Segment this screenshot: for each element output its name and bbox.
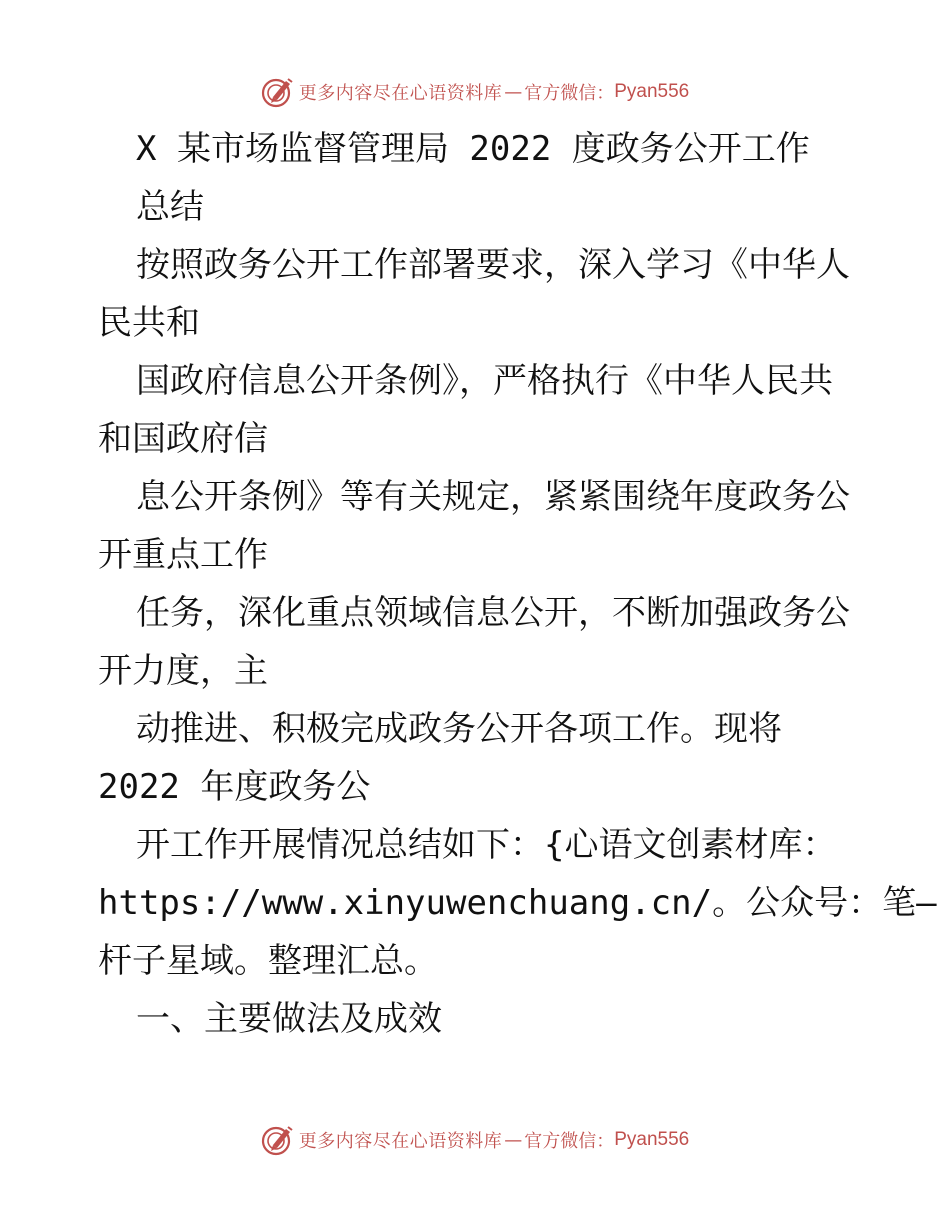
banner-wechat-label: 官方微信： [524,1131,615,1152]
doc-paragraph-line: 杆子星域。整理汇总。 [98,941,438,981]
banner-text: 更多内容尽在心语资料库 [298,83,503,104]
doc-paragraph-line: 任务，深化重点领域信息公开，不断加强政务公 [136,593,850,633]
doc-title-line-1: X 某市场监督管理局 2022 度政务公开工作 [136,129,810,169]
doc-paragraph-line: 开工作开展情况总结如下：{心语文创素材库： [136,825,837,865]
doc-paragraph-line: 开力度，主 [98,651,268,691]
banner-text: 更多内容尽在心语资料库 [298,1131,503,1152]
doc-title-line-2: 总结 [136,187,204,227]
doc-url-line: https://www.xinyuwenchuang.cn/。公众号：笔— [98,883,937,923]
fountain-pen-logo-icon [261,75,295,109]
fountain-pen-logo-icon [261,1123,295,1157]
doc-paragraph-line: 民共和 [98,303,200,343]
doc-paragraph-line: 国政府信息公开条例》，严格执行《中华人民共 [136,361,833,401]
doc-section-heading: 一、主要做法及成效 [136,999,442,1039]
doc-paragraph-line: 动推进、积极完成政务公开各项工作。现将 [136,709,782,749]
footer-banner[interactable] [0,1120,950,1160]
doc-paragraph-line: 开重点工作 [98,535,268,575]
header-banner[interactable] [0,72,950,112]
banner-separator: — [504,81,523,103]
document-body [98,120,937,1048]
doc-paragraph-line: 按照政务公开工作部署要求，深入学习《中华人 [136,245,850,285]
doc-paragraph-line: 和国政府信 [98,419,268,459]
banner-wechat-label: 官方微信： [524,83,615,104]
doc-paragraph-line: 2022 年度政务公 [98,767,371,807]
banner-separator: — [504,1129,523,1151]
banner-wechat-id: Pyan556 [614,1129,690,1150]
banner-wechat-id: Pyan556 [614,81,690,102]
doc-paragraph-line: 息公开条例》等有关规定，紧紧围绕年度政务公 [136,477,850,517]
